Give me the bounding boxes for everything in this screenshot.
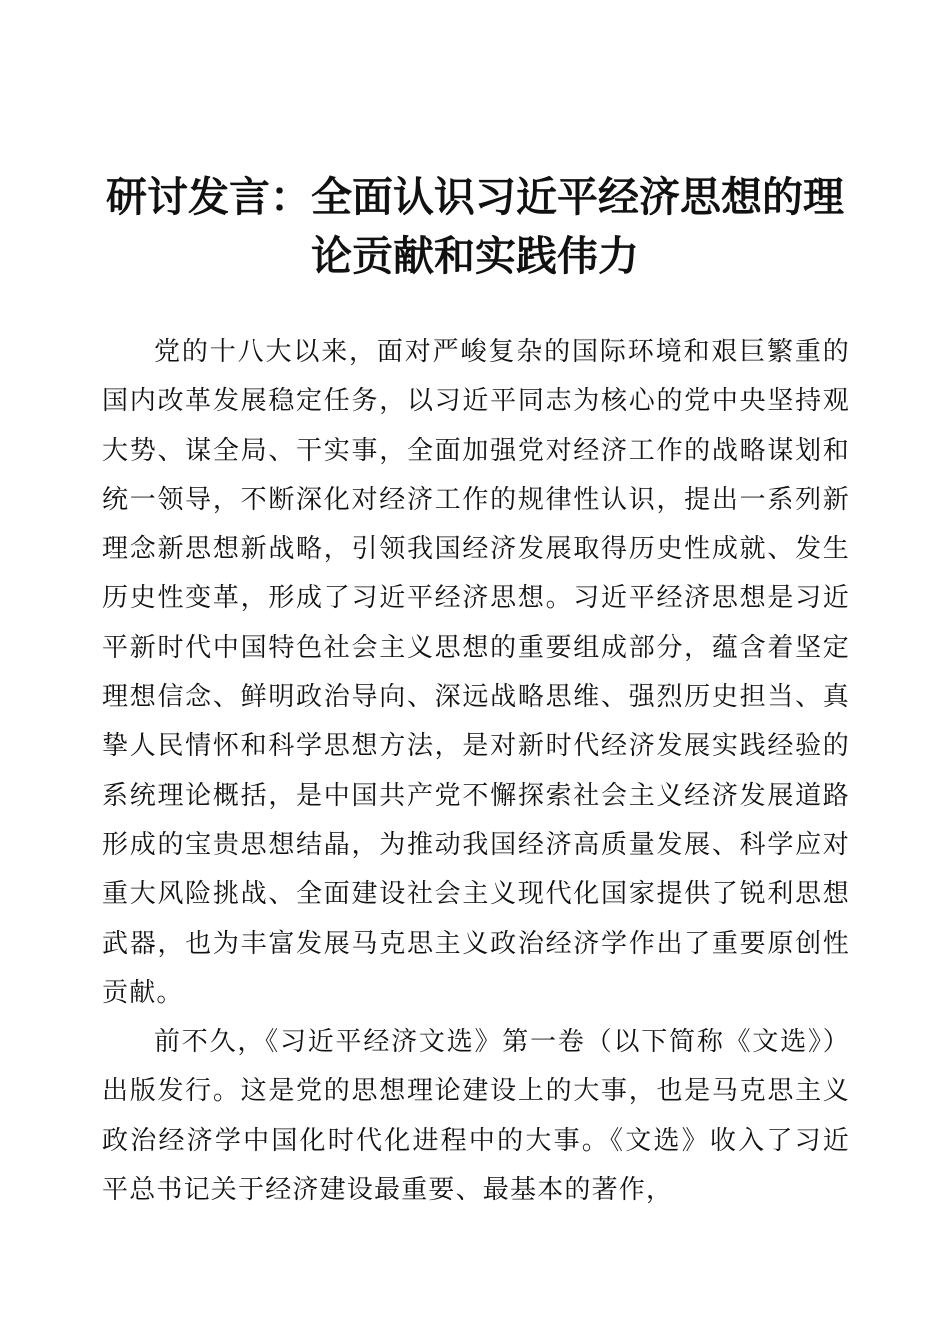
paragraph-1: 党的十八大以来，面对严峻复杂的国际环境和艰巨繁重的国内改革发展稳定任务，以习近平同志为核心的党中央坚持观大势、谋全局、干实事，全面加强党对经济工作的战略谋划和统一领导，不断深化对经济工作的规律性认识，提出一系列新理念新思想新战略，引领我国经济发展取得历史性成就、发生历史性变革，形成了习近平经济思想。习近平经济思想是习近平新时代中国特色社会主义思想的重要组成部分，蕴含着坚定理想信念、鲜明政治导向、深远战略思维、强烈历史担当、真挚人民情怀和科学思想方法，是对新时代经济发展实践经验的系统理论概括，是中国共产党不懈探索社会主义经济发展道路形成的宝贵思想结晶，为推动我国经济高质量发展、科学应对重大风险挑战、全面建设社会主义现代化国家提供了锐利思想武器，也为丰富发展马克思主义政治经济学作出了重要原创性贡献。 [102, 337, 850, 1008]
paragraph-2: 前不久，《习近平经济文选》第一卷（以下简称《文选》）出版发行。这是党的思想理论建设上的大事，也是马克思主义政治经济学中国化时代化进程中的大事。《文选》收入了习近平总书记关于经济建设最重要、最基本的著作， [102, 1027, 850, 1206]
document-title: 研讨发言：全面认识习近平经济思想的理论贡献和实践伟力 [106, 173, 844, 280]
document-body [102, 328, 850, 1215]
